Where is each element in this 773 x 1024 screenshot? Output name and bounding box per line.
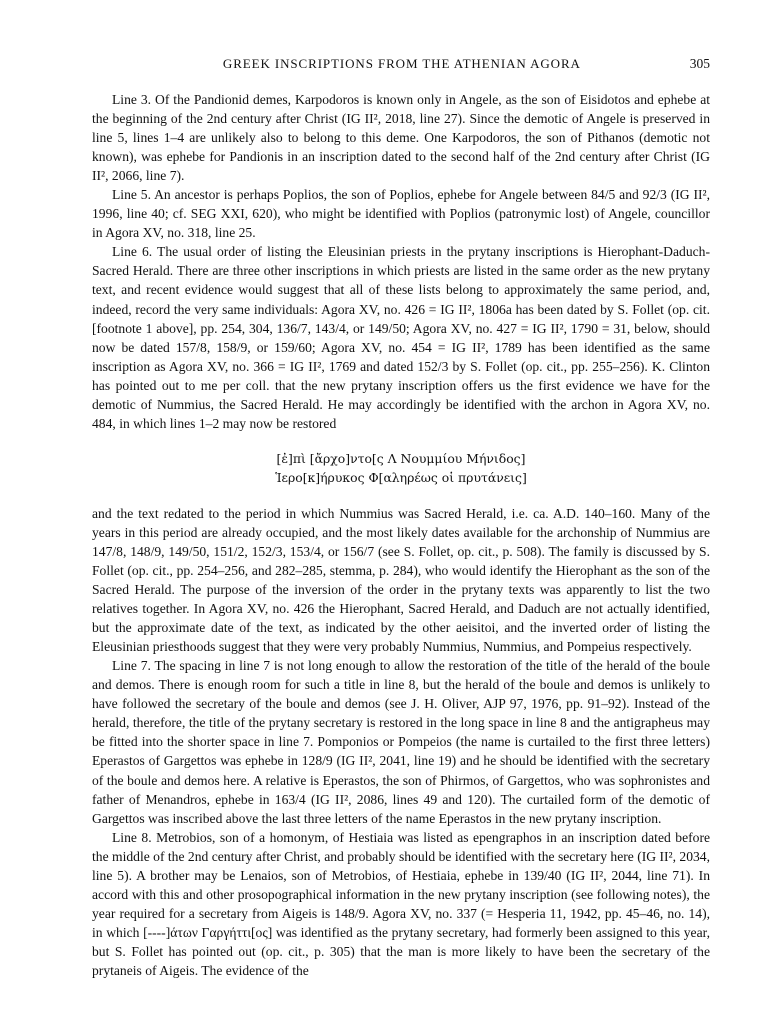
greek-restoration [92, 449, 710, 488]
greek-line-2: Ἱερο[κ]ήρυκος Φ[αληρέως οἱ πρυτάνεις] [275, 470, 527, 486]
note-line-6-continued: and the text redated to the period in which Nummius was Sacred Herald, i.e. ca. A.D. 140–160. Many of the years in this period are already occupied, and the most likely dates available for the archonship of Nummius are 147/8, 148/9, 149/50, 151/2, 152/3, 153/4, or 156/7 (see S. Follet, op. cit., p. 508). The family is discussed by S. Follet (op. cit., pp. 254–256, and 282–285, stemma, p. 284), who would identify the Hierophant as the son of the Sacred Herald. The purpose of the inversion of the order in the prytany texts was apparently to list the two relatives together. In Agora XV, no. 426 the Hierophant, Sacred Herald, and Daduch are not actually identified, but the approximate date of the text, as indicated by the other aeisitoi, and the inverted order of listing the Eleusinian priesthoods suggest that they were very probably Nummius, Nummius, and Pompeius respectively. [92, 505, 710, 655]
document-page [92, 56, 710, 980]
note-line-6: Line 6. The usual order of listing the Eleusinian priests in the prytany inscriptions is Hierophant-Daduch-Sacred Herald. There are three other inscriptions in which priests are listed in the same order as the new prytany text, and recent evidence would suggest that all of these lists belong to approximately the same period, and, indeed, record the very same individuals: Agora XV, no. 426 = IG II², 1806a has been dated by S. Follet (op. cit. [footnote 1 above], pp. 254, 304, 136/7, 143/4, or 149/50; Agora XV, no. 427 = IG II², 1790 = 31, below, should now be dated 157/8, 158/9, or 159/60; Agora XV, no. 454 = IG II², 1789 has been identified as the same inscription as Agora XV, no. 366 = IG II², 1769 and dated 152/3 by S. Follet (op. cit., pp. 255–256). K. Clinton has pointed out to me per coll. that the new prytany inscription offers us the first evidence we have for the demotic of Nummius, the Sacred Herald. He may accordingly be identified with the archon in Agora XV, no. 484, in which lines 1–2 may now be restored [92, 244, 710, 431]
page-number: 305 [689, 56, 710, 71]
note-line-5: Line 5. An ancestor is perhaps Poplios, the son of Poplios, ephebe for Angele between 84/5 and 92/3 (IG II², 1996, line 40; cf. SEG XXI, 620), who might be identified with Poplios (patronymic lost) of Angele, councillor in Agora XV, no. 318, line 25. [92, 187, 710, 241]
running-head-title: GREEK INSCRIPTIONS FROM THE ATHENIAN AGORA [222, 56, 581, 71]
running-head [92, 56, 710, 78]
note-line-3: Line 3. Of the Pandionid demes, Karpodoros is known only in Angele, as the son of Eisidotos and ephebe at the beginning of the 2nd century after Christ (IG II², 2018, line 27). Since the demotic of Angele is preserved in line 5, lines 1–4 are unlikely also to belong to this deme. One Karpodoros, the son of Pithanos (demotic not known), was ephebe for Pandionis in an inscription dated to the second half of the 2nd century after Christ (IG II², 2066, line 7). [92, 92, 710, 184]
note-line-7: Line 7. The spacing in line 7 is not long enough to allow the restoration of the title of the herald of the boule and demos. There is enough room for such a title in line 8, but the herald of the boule and demos is unlikely to have followed the secretary of the boule and demos (see J. H. Oliver, AJP 97, 1976, pp. 91–92). Instead of the herald, therefore, the title of the prytany secretary is restored in the long space in line 8 and the antigrapheus may be fitted into the shorter space in line 7. Pomponios or Pompeios (the name is curtailed to the first three letters) Eperastos of Gargettos was ephebe in 128/9 (IG II², 2041, line 19) and he should be identified with the secretary of the boule and demos here. A relative is Eperastos, the son of Phirmos, of Gargettos, who was sophronistes and father of Menandros, ephebe in 163/4 (IG II², 2086, lines 49 and 120). The curtailed form of the demotic of Gargettos was inscribed above the last three letters of the name Eperastos in the new prytany inscription. [92, 658, 710, 826]
note-line-8: Line 8. Metrobios, son of a homonym, of Hestiaia was listed as epengraphos in an inscription dated before the middle of the 2nd century after Christ, and probably should be identified with the secretary here (IG II², 2034, line 5). A brother may be Lenaios, son of Metrobios, of Hestiaia, ephebe in 139/40 (IG II², 2044, line 71). In accord with this and other prosopographical information in the new prytany inscription (see following notes), the year required for a secretary from Aigeis is 148/9. Agora XV, no. 337 (= Hesperia 11, 1942, pp. 45–46, no. 14), in which [----]άτων Γαργήττι[ος] was identified as the prytany secretary, had formerly been assigned to this year, but S. Follet has pointed out (op. cit., p. 305) that the man is more likely to have been the secretary of the prytaneis of Aigeis. The evidence of the [92, 829, 710, 978]
greek-line-1: [ἐ]πὶ [ἄρχο]ντο[ς Λ Νουμμίου Μήνιδος] [276, 450, 526, 466]
